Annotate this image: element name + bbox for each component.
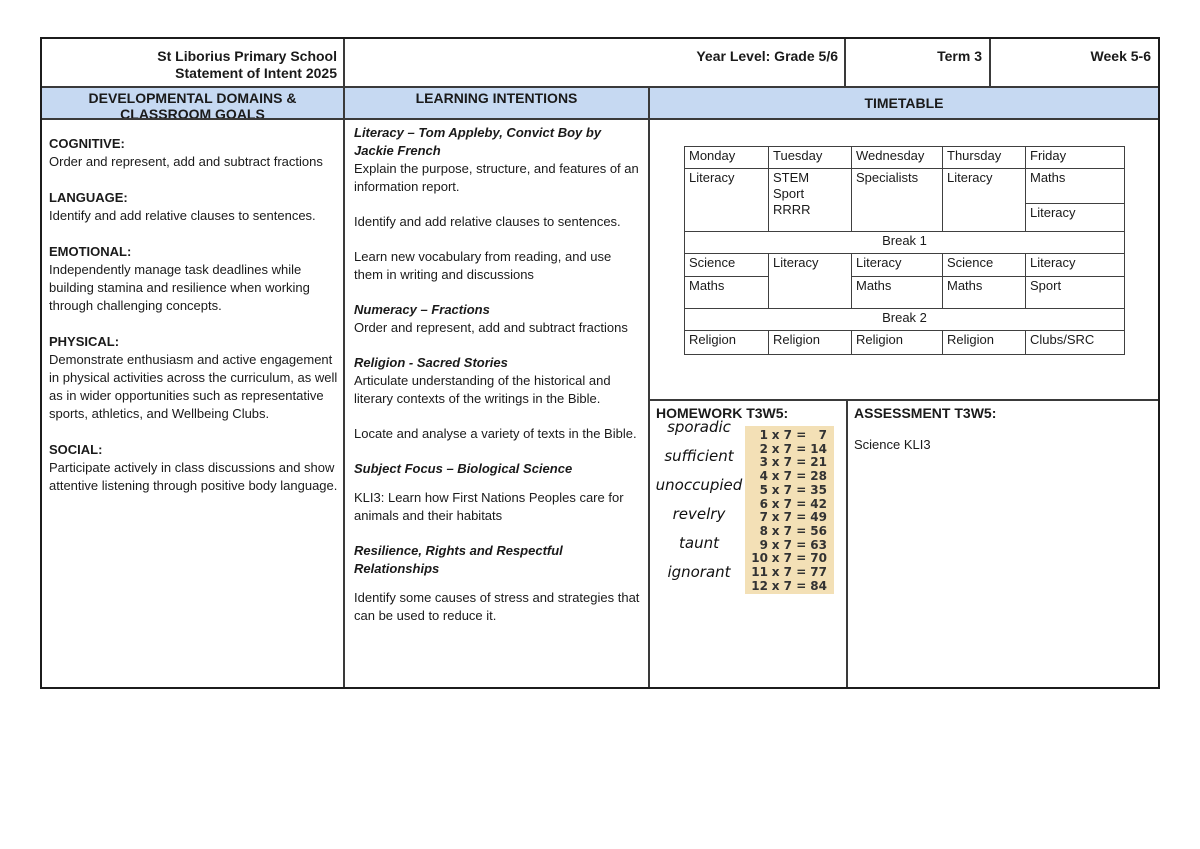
li-paragraph: Explain the purpose, structure, and features of an information report. bbox=[354, 161, 639, 194]
homework-title: HOMEWORK T3W5: bbox=[656, 405, 789, 421]
cell-fri-session1b: Literacy bbox=[1026, 204, 1125, 232]
li-block-numeracy bbox=[354, 301, 640, 337]
times-table-row bbox=[749, 580, 827, 594]
times-label: x 7 = bbox=[771, 551, 807, 566]
spelling-words-list bbox=[652, 418, 746, 592]
timetable-header: TIMETABLE bbox=[650, 88, 1158, 120]
li-title: Subject Focus – Biological Science bbox=[354, 461, 573, 476]
day-tuesday: Tuesday bbox=[769, 147, 852, 169]
timetable-row bbox=[685, 254, 1125, 277]
times-label: x 7 = bbox=[771, 523, 807, 538]
product: 56 bbox=[810, 523, 827, 538]
day-thursday: Thursday bbox=[943, 147, 1026, 169]
term: Term 3 bbox=[937, 48, 982, 64]
statement-of-intent-document bbox=[40, 37, 1160, 689]
times-table-row bbox=[749, 566, 827, 580]
learning-intentions-header: LEARNING INTENTIONS bbox=[345, 88, 650, 120]
cell-thu-session3: Religion bbox=[943, 331, 1026, 355]
li-paragraph: Locate and analyse a variety of texts in the Bible. bbox=[354, 426, 637, 441]
product: 70 bbox=[810, 551, 827, 566]
domain-body: Identify and add relative clauses to sentences. bbox=[49, 208, 316, 223]
cell-mon-session3: Religion bbox=[685, 331, 769, 355]
domain-body: Demonstrate enthusiasm and active engagement in physical activities across the curriculum, as well as in wider opportunities such as representative sports, athletics, and Wellbeing Clubs. bbox=[49, 352, 338, 421]
homework-row-divider bbox=[650, 399, 1158, 401]
domains-column bbox=[42, 120, 345, 687]
learning-intentions-column bbox=[345, 120, 650, 687]
li-title: Literacy – Tom Appleby, Convict Boy by Jackie French bbox=[354, 125, 602, 158]
year-level-cell bbox=[345, 39, 846, 88]
times-label: x 7 = bbox=[771, 578, 807, 593]
cell-mon-session2a: Science bbox=[685, 254, 769, 277]
factor: 6 bbox=[759, 496, 768, 511]
domain-title: COGNITIVE: bbox=[49, 136, 125, 151]
factor: 12 bbox=[751, 578, 768, 593]
li-block-literacy bbox=[354, 124, 640, 284]
assessment-body: Science KLI3 bbox=[854, 437, 931, 452]
times-label: x 7 = bbox=[771, 537, 807, 552]
domain-section-cognitive bbox=[49, 135, 338, 171]
li-paragraph: Articulate understanding of the historical and literary contexts of the writings in the Bible. bbox=[354, 373, 611, 406]
term-cell bbox=[846, 39, 991, 88]
factor: 3 bbox=[759, 455, 768, 470]
domain-title: SOCIAL: bbox=[49, 442, 103, 457]
cell-thu-session1: Literacy bbox=[943, 169, 1026, 232]
times-label: x 7 = bbox=[771, 482, 807, 497]
cell-line: RRRR bbox=[773, 202, 811, 217]
times-label: x 7 = bbox=[771, 496, 807, 511]
spelling-word: sufficient bbox=[664, 447, 734, 465]
product: 49 bbox=[810, 510, 827, 525]
homework-assessment-divider bbox=[846, 399, 848, 687]
factor: 2 bbox=[759, 441, 768, 456]
product: 28 bbox=[810, 469, 827, 484]
cell-wed-session2a: Literacy bbox=[852, 254, 943, 277]
domain-body: Participate actively in class discussions and show attentive listening through positive body language. bbox=[49, 460, 338, 493]
product: 21 bbox=[810, 455, 827, 470]
domain-section-social bbox=[49, 441, 338, 495]
spelling-word: revelry bbox=[672, 505, 726, 523]
times-label: x 7 = bbox=[771, 469, 807, 484]
times-table-row bbox=[749, 552, 827, 566]
times-table-row bbox=[749, 470, 827, 484]
spelling-word: unoccupied bbox=[655, 476, 743, 494]
domain-body: Independently manage task deadlines while building stamina and resilience when working through challenging concepts. bbox=[49, 262, 310, 313]
product: 14 bbox=[810, 441, 827, 456]
times-label: x 7 = bbox=[771, 510, 807, 525]
cell-thu-session2a: Science bbox=[943, 254, 1026, 277]
times-table-row bbox=[749, 456, 827, 470]
break1-cell: Break 1 bbox=[685, 232, 1125, 254]
day-wednesday: Wednesday bbox=[852, 147, 943, 169]
li-block-subject-focus bbox=[354, 460, 640, 525]
li-title: Numeracy – Fractions bbox=[354, 302, 490, 317]
times-table-row bbox=[749, 484, 827, 498]
day-monday: Monday bbox=[685, 147, 769, 169]
product: 84 bbox=[810, 578, 827, 593]
factor: 10 bbox=[751, 551, 768, 566]
factor: 5 bbox=[759, 482, 768, 497]
timetable-break1-row bbox=[685, 232, 1125, 254]
li-block-rrrr bbox=[354, 542, 640, 625]
times-table-row bbox=[749, 539, 827, 553]
domain-title: EMOTIONAL: bbox=[49, 244, 132, 259]
week: Week 5-6 bbox=[1090, 48, 1151, 64]
li-block-religion bbox=[354, 354, 640, 443]
spelling-word: taunt bbox=[679, 534, 719, 552]
product: 42 bbox=[810, 496, 827, 511]
cell-mon-session2b: Maths bbox=[685, 277, 769, 309]
times-table-row bbox=[749, 429, 827, 443]
domains-header: DEVELOPMENTAL DOMAINS & CLASSROOM GOALS bbox=[42, 88, 345, 120]
cell-fri-session2a: Literacy bbox=[1026, 254, 1125, 277]
factor: 1 bbox=[759, 428, 768, 442]
cell-thu-session2b: Maths bbox=[943, 277, 1026, 309]
factor: 7 bbox=[759, 510, 768, 525]
factor: 8 bbox=[759, 523, 768, 538]
product: 63 bbox=[810, 537, 827, 552]
times-label: x 7 = bbox=[771, 565, 807, 580]
timetable-row bbox=[685, 169, 1125, 204]
domain-body: Order and represent, add and subtract fractions bbox=[49, 154, 323, 169]
times-table-row bbox=[749, 511, 827, 525]
li-paragraph: Identify some causes of stress and strategies that can be used to reduce it. bbox=[354, 590, 640, 623]
cell-fri-session2b: Sport bbox=[1026, 277, 1125, 309]
break2-cell: Break 2 bbox=[685, 309, 1125, 331]
cell-tue-session2: Literacy bbox=[769, 254, 852, 309]
cell-fri-session1a: Maths bbox=[1026, 169, 1125, 204]
school-name: St Liborius Primary School bbox=[157, 48, 337, 64]
li-paragraph: Order and represent, add and subtract fractions bbox=[354, 320, 628, 335]
factor: 9 bbox=[759, 537, 768, 552]
cell-tue-session1 bbox=[769, 169, 852, 232]
times-label: x 7 = bbox=[771, 455, 807, 470]
spelling-word: sporadic bbox=[667, 418, 731, 436]
factor: 11 bbox=[751, 565, 768, 580]
li-paragraph: KLI3: Learn how First Nations Peoples care for animals and their habitats bbox=[354, 490, 624, 523]
school-title-cell bbox=[42, 39, 345, 88]
cell-mon-session1: Literacy bbox=[685, 169, 769, 232]
li-title: Resilience, Rights and Respectful Relationships bbox=[354, 543, 563, 576]
product: 77 bbox=[810, 565, 827, 580]
product: 7 bbox=[818, 428, 827, 442]
weekly-timetable bbox=[684, 146, 1125, 355]
cell-line: Sport bbox=[773, 186, 805, 201]
li-title: Religion - Sacred Stories bbox=[354, 355, 508, 370]
factor: 4 bbox=[759, 469, 768, 484]
timetable-row bbox=[685, 277, 1125, 309]
week-cell bbox=[991, 39, 1158, 88]
day-friday: Friday bbox=[1026, 147, 1125, 169]
domain-section-physical bbox=[49, 333, 338, 423]
timetable-break2-row bbox=[685, 309, 1125, 331]
domain-section-language bbox=[49, 189, 338, 225]
cell-fri-session3: Clubs/SRC bbox=[1026, 331, 1125, 355]
times-label: x 7 = bbox=[771, 428, 807, 442]
cell-tue-session3: Religion bbox=[769, 331, 852, 355]
cell-wed-session2b: Maths bbox=[852, 277, 943, 309]
assessment-title: ASSESSMENT T3W5: bbox=[854, 405, 997, 421]
cell-wed-session3: Religion bbox=[852, 331, 943, 355]
li-paragraph: Learn new vocabulary from reading, and use them in writing and discussions bbox=[354, 249, 612, 282]
cell-line: STEM bbox=[773, 170, 810, 185]
domain-title: PHYSICAL: bbox=[49, 334, 120, 349]
domain-title: LANGUAGE: bbox=[49, 190, 128, 205]
product: 35 bbox=[810, 482, 827, 497]
timetable-day-row bbox=[685, 147, 1125, 169]
domain-section-emotional bbox=[49, 243, 338, 315]
times-table-block bbox=[745, 426, 834, 594]
times-table-row bbox=[749, 443, 827, 457]
times-label: x 7 = bbox=[771, 441, 807, 456]
timetable-row bbox=[685, 331, 1125, 355]
times-table-row bbox=[749, 498, 827, 512]
times-table-row bbox=[749, 525, 827, 539]
document-title: Statement of Intent 2025 bbox=[175, 65, 337, 81]
spelling-word: ignorant bbox=[667, 563, 731, 581]
cell-wed-session1: Specialists bbox=[852, 169, 943, 232]
li-paragraph: Identify and add relative clauses to sentences. bbox=[354, 214, 621, 229]
year-level: Year Level: Grade 5/6 bbox=[696, 48, 838, 64]
